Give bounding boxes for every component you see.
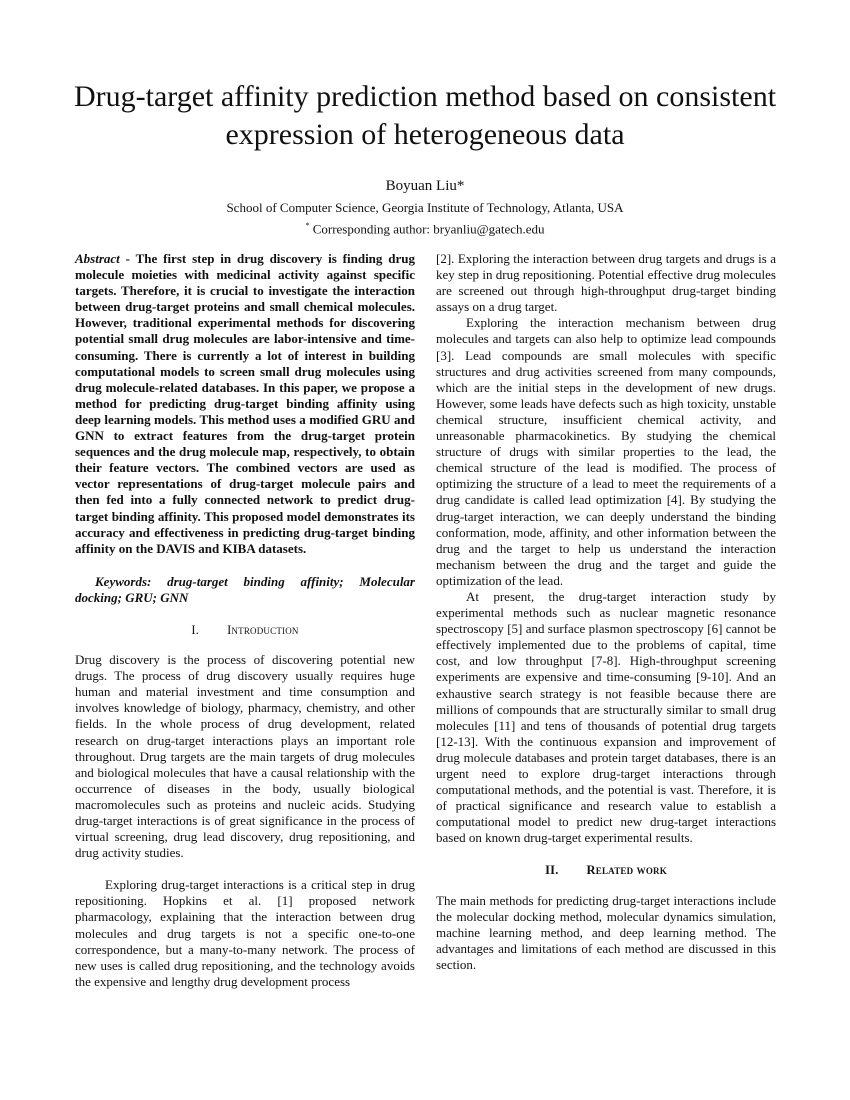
section-title: Related work (586, 863, 667, 878)
corresponding-mark: * (305, 221, 310, 230)
section-number: II. (545, 863, 559, 878)
author-affiliation: School of Computer Science, Georgia Institute of Technology, Atlanta, USA (226, 200, 624, 215)
section-number: I. (191, 622, 200, 637)
section-title: Introduction (227, 622, 299, 637)
corresponding-author (0, 217, 850, 237)
keywords: Keywords: drug-target binding affinity; Molecular docking; GRU; GNN (75, 573, 415, 605)
paragraph: At present, the drug-target interaction study by experimental methods such as nuclear magnetic resonance spectroscopy [5] and surface plasmon spectroscopy [6] cannot be effectively implemented due to the problems of capital, time cost, and low throughput [7-8]. High-throughput screening experiments are expensive and time-consuming [9-10]. And an exhaustive search strategy is not feasible because there are millions of compounds that are structurally similar to small drug molecules [11] and tens of thousands of potential drug targets [12-13]. With the continuous expansion and improvement of drug molecule databases and protein target databases, there is an urgent need to explore drug-target interactions through computational methods, and the potential is vast. Therefore, it is of practical significance and research value to establish a computational model to predict new drug-target interactions based on known drug-target experimental results. (436, 588, 776, 846)
abstract (75, 251, 415, 557)
paragraph: Exploring drug-target interactions is a critical step in drug repositioning. Hopkins et al. [1] proposed network pharmacology, explaining that the interaction between drug molecules and drug targets is not a specific one-to-one correspondence, but a many-to-many network. The process of new uses is called drug repositioning, and the technology avoids the expensive and lengthy drug development process (75, 877, 415, 989)
paper-title: Drug-target affinity prediction method based on consistent expression of heterogeneous data (73, 80, 777, 151)
section-heading-introduction (75, 622, 415, 638)
right-column (436, 251, 776, 973)
left-column (75, 251, 415, 990)
author-name: Boyuan Liu* (385, 178, 465, 194)
paragraph: Drug discovery is the process of discovering potential new drugs. The process of drug discovery usually requires huge human and material investment and time consumption and involves knowledge of biology, pharmacy, chemistry, and other fields. In the whole process of drug development, related research on drug-target interactions plays an important role throughout. Drug targets are the main targets of drug molecules and biological molecules that have a causal relationship with the occurrence of diseases in the body, usually biological macromolecules such as proteins and nucleic acids. Studying drug-target interactions is of great significance in the process of virtual screening, drug lead discovery, drug repositioning, and drug activity studies. (75, 652, 415, 861)
paragraph: Exploring the interaction mechanism between drug molecules and targets can also help to optimize lead compounds [3]. Lead compounds are small molecules with specific structures and drug activities screened from many compounds, which are the initial steps in the development of new drugs. However, some leads have defects such as high toxicity, unstable chemical structure, insufficient chemical activity, and unreasonable pharmacokinetics. By studying the chemical structure of drugs with similar properties to the lead, the chemical structure of the lead is modified. The process of optimizing the structure of a lead to meet the requirements of a drug candidate is called lead optimization [4]. By studying the drug-target interaction, we can deeply understand the binding conformation, mode, affinity, and other information between the drug and the target to help us understand the interaction mechanism between the drug and the target and guide the optimization of the lead. (436, 315, 776, 588)
paragraph: The main methods for predicting drug-target interactions include the molecular docking method, molecular dynamics simulation, machine learning method, and deep learning method. The advantages and limitations of each method are discussed in this section. (436, 892, 776, 972)
abstract-text: - The first step in drug discovery is finding drug molecule moieties with medicinal activity against specific targets. Therefore, it is crucial to investigate the interaction between drug-target proteins and small chemical molecules. However, traditional experimental methods for discovering potential small drug molecules are labor-intensive and time-consuming. There is currently a lot of interest in building computational models to screen small drug molecules using drug molecule-related databases. In this paper, we propose a method for predicting drug-target binding affinity using deep learning models. This method uses a modified GRU and GNN to extract features from the drug-target protein sequences and the drug molecule map, respectively, to obtain their feature vectors. The combined vectors are used as vector representations of drug-target molecule pairs and then fed into a fully connected network to predict drug-target binding affinity. This proposed model demonstrates its accuracy and effectiveness in predicting drug-target binding affinity on the DAVIS and KIBA datasets. (75, 251, 415, 556)
corresponding-text: Corresponding author: bryanliu@gatech.edu (312, 221, 545, 237)
paragraph: [2]. Exploring the interaction between drug targets and drugs is a key step in drug repositioning. Potential effective drug molecules are screened out through high-throughput drug-target binding assays on a drug target. (436, 251, 776, 315)
section-heading-related-work (436, 862, 776, 878)
abstract-label: Abstract (75, 251, 120, 266)
